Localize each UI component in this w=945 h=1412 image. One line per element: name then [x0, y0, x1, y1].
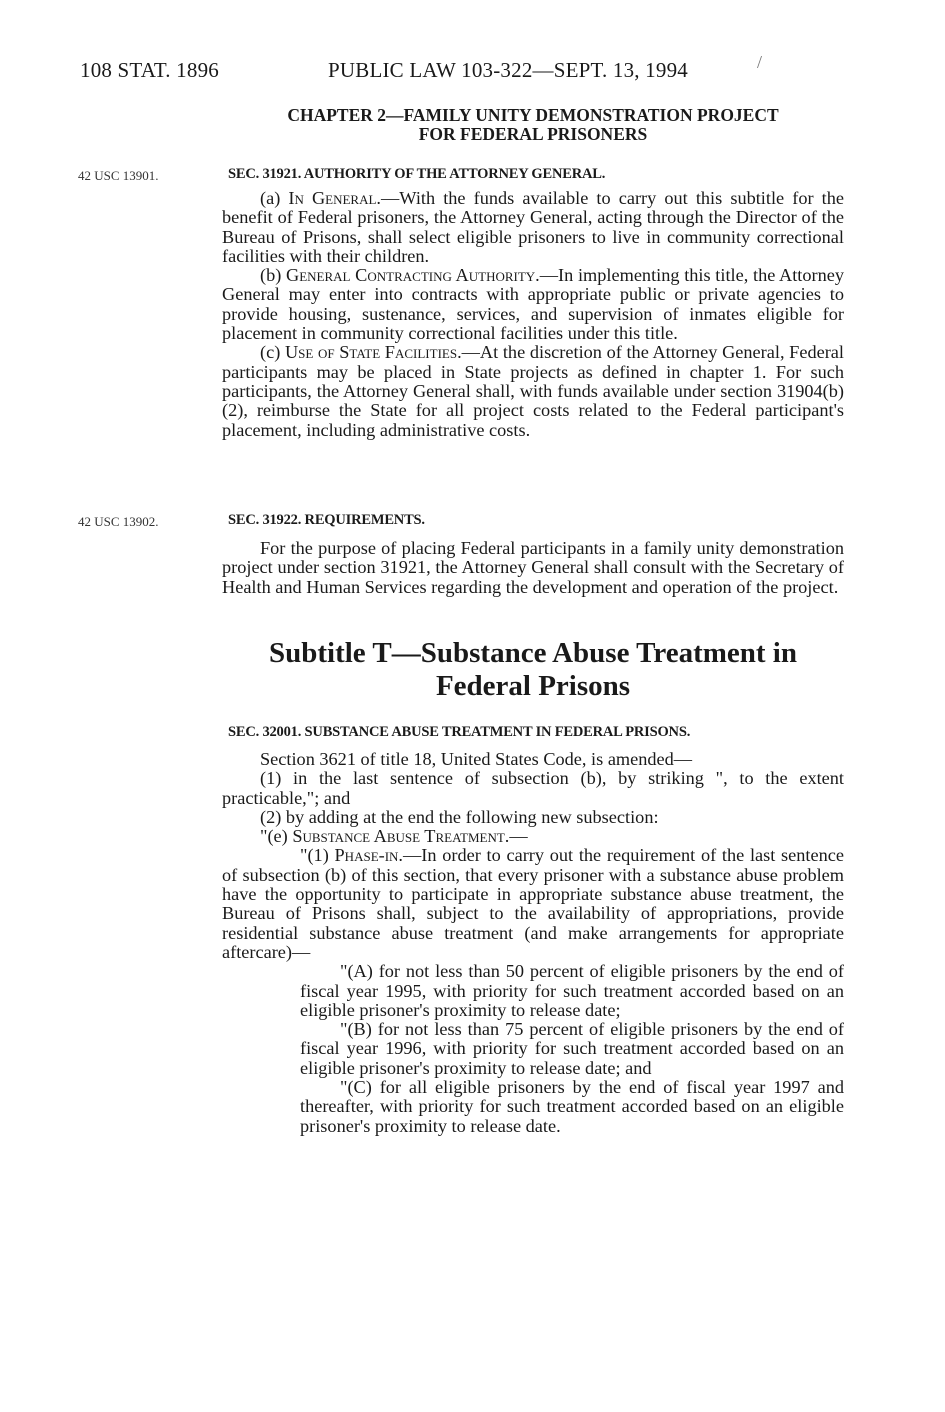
margin-tick-mark: / — [757, 52, 763, 72]
section-31921-body — [222, 189, 844, 440]
paragraph-1 — [222, 846, 844, 962]
subparagraph-list — [222, 962, 844, 1136]
section-32001-body — [222, 750, 844, 1136]
amendment-item-2: (2) by adding at the end the following new subsection: — [260, 806, 659, 827]
subtitle-heading-line-2: Federal Prisons — [435, 670, 631, 702]
subtitle-heading — [222, 637, 844, 703]
subsection-a-label: (a) — [260, 188, 289, 208]
paragraph-1-caption: Phase-in. — [334, 845, 404, 866]
subsection-e-dash: — — [509, 826, 528, 847]
section-heading-32001: SEC. 32001. SUBSTANCE ABUSE TREATMENT IN FEDERAL PRISONS. — [228, 724, 691, 740]
subsection-a-text: —With the funds available to carry out this subtitle for the benefit of Federal prisoners, the Attorney General, acting through the Director of the Bureau of Prisons, shall select eligible prisoners to live in community correctional facilities with their children. — [222, 188, 844, 266]
public-law-citation: PUBLIC LAW 103-322—SEPT. 13, 1994 — [328, 58, 688, 82]
subsection-b — [222, 266, 844, 343]
section-31922-body — [222, 539, 844, 597]
stat-page-number: 108 STAT. 1896 — [80, 58, 219, 82]
chapter-heading — [222, 106, 844, 144]
subsection-e-caption: Substance Abuse Treatment. — [292, 826, 510, 847]
subsection-b-text: —In implementing this title, the Attorney General may enter into contracts with appropriate public or private agencies to provide housing, sustenance, services, and supervision of inmates eligible for placement in community correctional facilities under this title. — [222, 265, 845, 344]
chapter-heading-line-1: CHAPTER 2—FAMILY UNITY DEMONSTRATION PROJECT — [287, 105, 779, 125]
subsection-c — [222, 343, 844, 439]
subsection-a-caption: In General. — [288, 188, 382, 208]
subsection-e-label: "(e) — [260, 826, 293, 847]
subsection-c-caption: Use of State Facilities. — [284, 342, 462, 363]
chapter-heading-line-2: FOR FEDERAL PRISONERS — [418, 124, 648, 144]
page-header — [80, 58, 780, 86]
subtitle-heading-line-1: Subtitle T—Substance Abuse Treatment in — [268, 637, 797, 669]
subsection-b-label: (b) — [260, 265, 287, 286]
subparagraph-b: "(B) for not less than 75 percent of eligible prisoners by the end of fiscal year 1996, with priority for such treatment accorded based on an eligible prisoner's proximity to release date; and — [300, 1019, 844, 1078]
subparagraph-c: "(C) for all eligible prisoners by the end of fiscal year 1997 and thereafter, with priority for such treatment accorded based on an eligible prisoner's proximity to release date. — [300, 1077, 844, 1136]
usc-margin-note-13902: 42 USC 13902. — [78, 514, 159, 529]
section-heading-31921: SEC. 31921. AUTHORITY OF THE ATTORNEY GENERAL. — [228, 166, 606, 182]
section-31922-text: For the purpose of placing Federal participants in a family unity demonstration project under section 31921, the Attorney General shall consult with the Secretary of Health and Human Services regarding the development and operation of the project. — [222, 538, 844, 597]
usc-margin-note-13901: 42 USC 13901. — [78, 168, 159, 183]
section-heading-31922: SEC. 31922. REQUIREMENTS. — [228, 512, 425, 528]
subsection-a — [222, 189, 844, 266]
section-32001-intro: Section 3621 of title 18, United States Code, is amended— — [260, 749, 693, 769]
subsection-c-label: (c) — [260, 342, 285, 363]
paragraph-1-label: "(1) — [300, 845, 335, 866]
subsection-b-caption: General Contracting Authority. — [286, 265, 540, 286]
subsection-c-text: —At the discretion of the Attorney General, Federal participants may be placed in State projects as defined in chapter 1. For such participants, the Attorney General shall, with funds available under section 31904(b)(2), reimburse the State for all project costs related to the Federal participant's placement, including administrative costs. — [222, 342, 844, 440]
subparagraph-a: "(A) for not less than 50 percent of eligible prisoners by the end of fiscal year 1995, with priority for such treatment accorded based on an eligible prisoner's proximity to release date; — [300, 961, 844, 1020]
amendment-item-1: (1) in the last sentence of subsection (b), by striking ", to the extent practicable,"; and — [222, 768, 844, 808]
paragraph-1-text: —In order to carry out the requirement of the last sentence of subsection (b) of this section, that every prisoner with a substance abuse problem have the opportunity to participate in appropriate substance abuse treatment, the Bureau of Prisons shall, subject to the availability of appropriations, provide residential substance abuse treatment (and make arrangements for appropriate aftercare)— — [222, 845, 844, 962]
subsection-e-heading — [222, 827, 844, 846]
